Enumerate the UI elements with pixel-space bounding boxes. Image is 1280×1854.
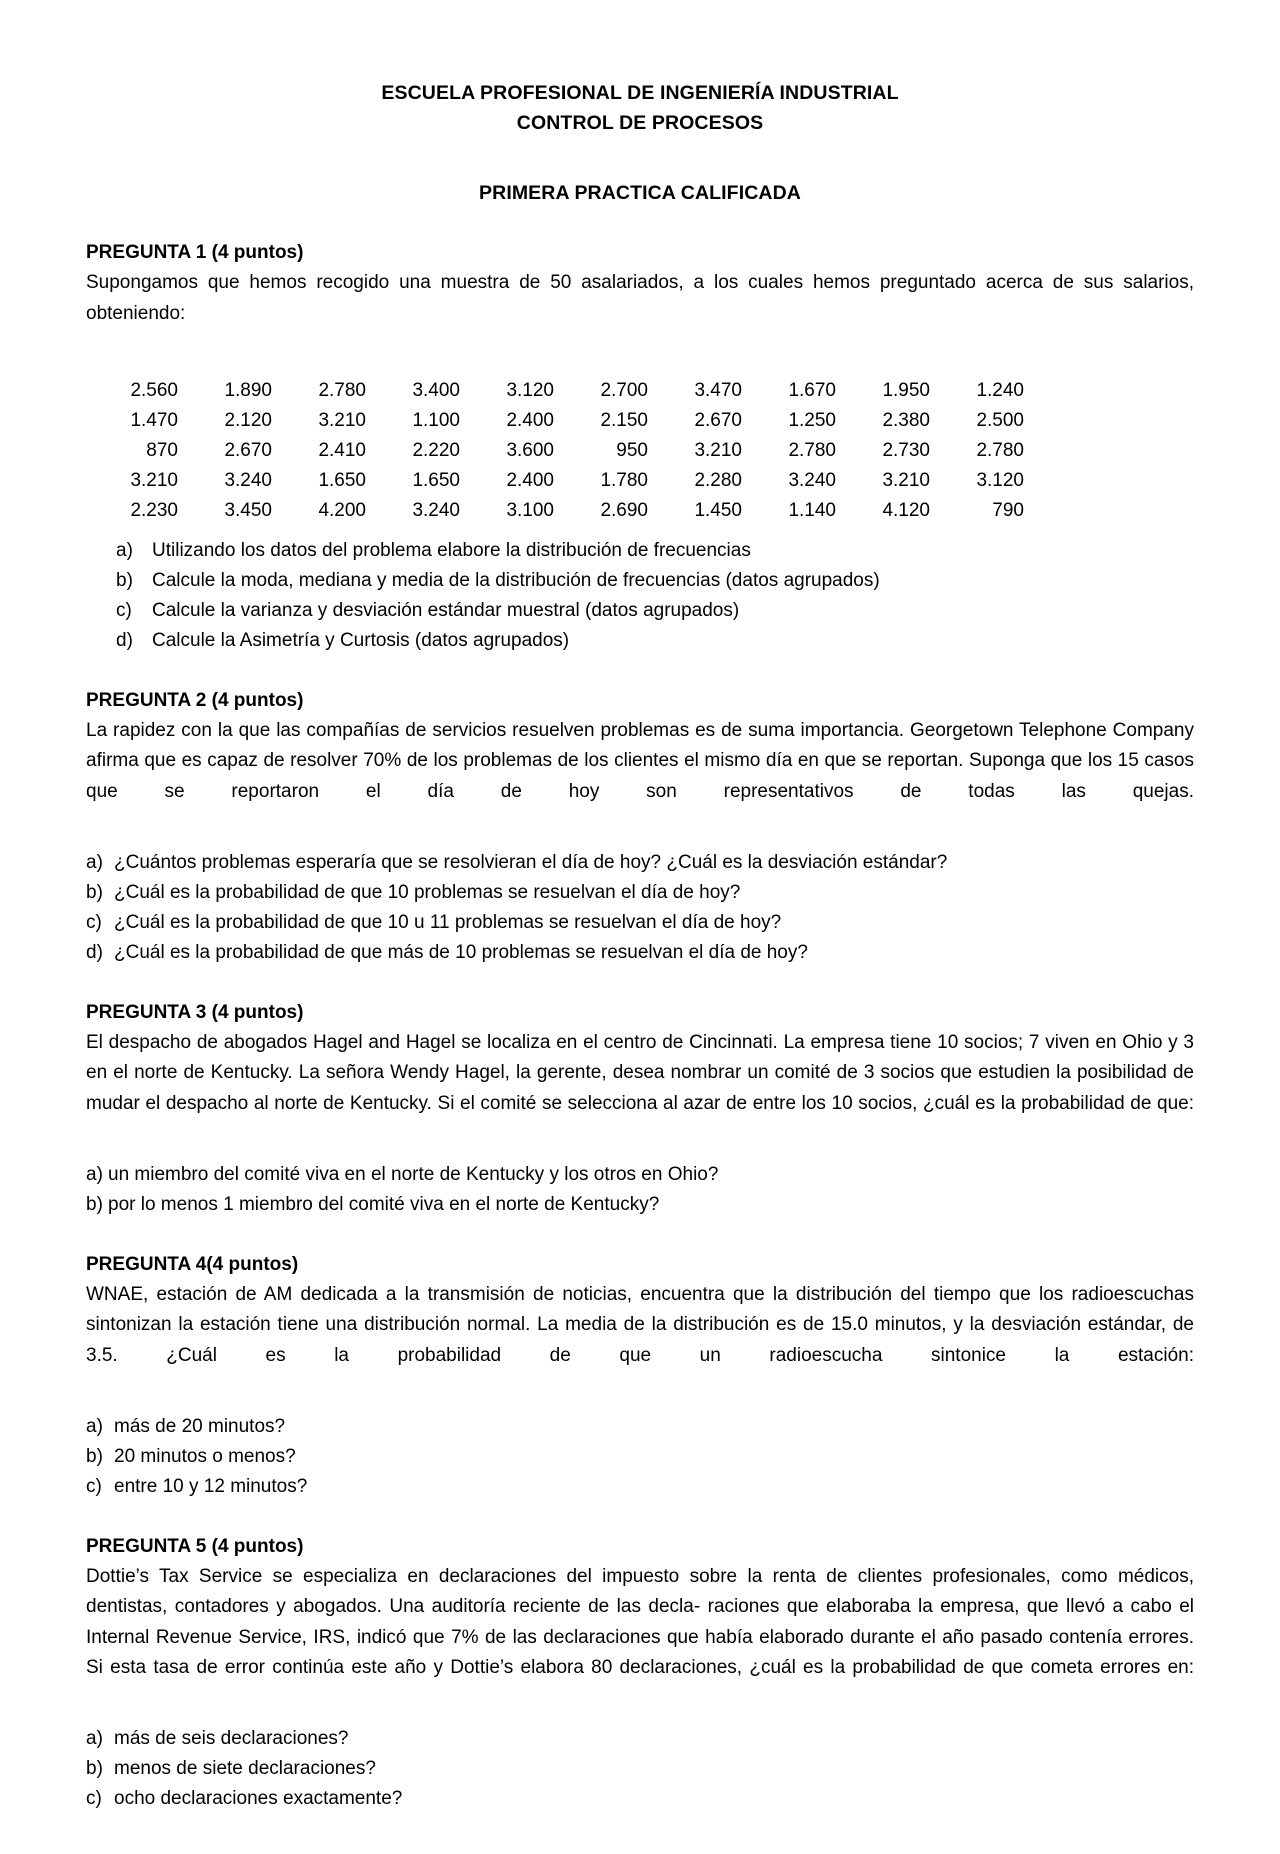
list-item bbox=[86, 1784, 1194, 1814]
question-4-intro: WNAE, estación de AM dedicada a la transmisión de noticias, encuentra que la distribución del tiempo que los radioescuchas sintonizan la estación tiene una distribución normal. La media de la distribución es de 15.0 minutos, y la desviación estándar, de 3.5. ¿Cuál es la probabilidad de que un radioescucha sintonice la estación: bbox=[86, 1283, 1194, 1366]
document-header bbox=[86, 78, 1194, 138]
data-cell: 3.470 bbox=[694, 379, 742, 401]
item-marker: a) bbox=[86, 1415, 103, 1437]
item-text: ¿Cuál es la probabilidad de que 10 problemas se resuelvan el día de hoy? bbox=[114, 881, 741, 903]
question-1-items bbox=[116, 536, 1194, 656]
data-cell: 1.250 bbox=[788, 409, 836, 431]
data-cell: 2.780 bbox=[318, 379, 366, 401]
item-marker: a) bbox=[86, 851, 103, 873]
data-cell: 1.470 bbox=[130, 409, 178, 431]
table-row bbox=[104, 436, 1044, 466]
list-item bbox=[86, 1472, 1194, 1502]
item-text: Calcule la varianza y desviación estándar muestral (datos agrupados) bbox=[152, 599, 740, 621]
data-cell: 2.500 bbox=[976, 409, 1024, 431]
item-marker: b) bbox=[86, 881, 103, 903]
data-cell: 2.410 bbox=[318, 439, 366, 461]
data-cell: 1.670 bbox=[788, 379, 836, 401]
data-cell: 2.230 bbox=[130, 499, 178, 521]
data-cell: 2.700 bbox=[600, 379, 648, 401]
table-row bbox=[104, 406, 1044, 436]
data-cell: 2.780 bbox=[976, 439, 1024, 461]
data-cell: 3.240 bbox=[224, 469, 272, 491]
salary-data-table bbox=[104, 376, 1044, 526]
item-marker: a) bbox=[86, 1728, 103, 1749]
data-cell: 2.730 bbox=[882, 439, 930, 461]
question-1-intro: Supongamos que hemos recogido una muestra de 50 asalariados, a los cuales hemos preguntado acerca de sus salarios, obteniendo: bbox=[86, 272, 1194, 324]
item-marker: a) bbox=[86, 1163, 103, 1185]
table-row bbox=[104, 466, 1044, 496]
list-item bbox=[86, 1754, 1194, 1784]
data-cell: 3.120 bbox=[976, 469, 1024, 491]
question-2-items bbox=[86, 848, 1194, 968]
list-item bbox=[86, 908, 1194, 938]
item-marker: a) bbox=[116, 539, 133, 561]
data-cell: 3.210 bbox=[130, 469, 178, 491]
data-cell: 3.210 bbox=[882, 469, 930, 491]
question-4-items bbox=[86, 1412, 1194, 1502]
list-item bbox=[116, 536, 1194, 566]
question-4-title: PREGUNTA 4(4 puntos) bbox=[86, 1253, 299, 1275]
list-item bbox=[86, 1724, 1194, 1754]
data-cell: 1.950 bbox=[882, 379, 930, 401]
item-text: ¿Cuál es la probabilidad de que más de 10 problemas se resuelvan el día de hoy? bbox=[114, 941, 808, 963]
item-marker: b) bbox=[86, 1193, 103, 1215]
data-cell: 3.210 bbox=[318, 409, 366, 431]
item-text: ocho declaraciones exactamente? bbox=[114, 1788, 403, 1809]
question-1 bbox=[86, 238, 1194, 656]
data-cell: 2.120 bbox=[224, 409, 272, 431]
data-cell: 1.450 bbox=[694, 499, 742, 521]
item-text: Utilizando los datos del problema elabore la distribución de frecuencias bbox=[152, 539, 751, 561]
data-cell: 2.690 bbox=[600, 499, 648, 521]
question-3-title: PREGUNTA 3 (4 puntos) bbox=[86, 1001, 304, 1023]
data-cell: 870 bbox=[146, 439, 178, 461]
data-cell: 2.670 bbox=[224, 439, 272, 461]
data-cell: 1.650 bbox=[412, 469, 460, 491]
item-marker: c) bbox=[86, 1475, 102, 1497]
question-2-title: PREGUNTA 2 (4 puntos) bbox=[86, 689, 304, 711]
data-cell: 3.210 bbox=[694, 439, 742, 461]
data-cell: 2.150 bbox=[600, 409, 648, 431]
table-row bbox=[104, 496, 1044, 526]
data-cell: 950 bbox=[616, 439, 648, 461]
item-marker: c) bbox=[86, 1788, 102, 1809]
list-item bbox=[86, 1160, 1194, 1190]
course-name: CONTROL DE PROCESOS bbox=[516, 112, 764, 134]
exam-title: PRIMERA PRACTICA CALIFICADA bbox=[479, 182, 801, 204]
question-3 bbox=[86, 998, 1194, 1220]
list-item bbox=[86, 878, 1194, 908]
data-cell: 4.120 bbox=[882, 499, 930, 521]
item-text: más de seis declaraciones? bbox=[114, 1728, 349, 1749]
item-marker: b) bbox=[86, 1445, 103, 1467]
item-text: ¿Cuántos problemas esperaría que se resolvieran el día de hoy? ¿Cuál es la desviación estándar? bbox=[114, 851, 948, 873]
item-text: menos de siete declaraciones? bbox=[114, 1758, 376, 1779]
item-text: entre 10 y 12 minutos? bbox=[114, 1475, 308, 1497]
item-text: un miembro del comité viva en el norte de Kentucky y los otros en Ohio? bbox=[108, 1163, 719, 1185]
item-text: 20 minutos o menos? bbox=[114, 1445, 296, 1467]
data-cell: 4.200 bbox=[318, 499, 366, 521]
item-text: por lo menos 1 miembro del comité viva en el norte de Kentucky? bbox=[108, 1193, 660, 1215]
data-cell: 3.400 bbox=[412, 379, 460, 401]
item-marker: d) bbox=[86, 941, 103, 963]
data-cell: 2.280 bbox=[694, 469, 742, 491]
data-cell: 2.400 bbox=[506, 409, 554, 431]
item-marker: c) bbox=[116, 599, 132, 621]
question-4 bbox=[86, 1250, 1194, 1502]
item-text: más de 20 minutos? bbox=[114, 1415, 286, 1437]
data-cell: 3.240 bbox=[412, 499, 460, 521]
list-item bbox=[86, 1442, 1194, 1472]
data-cell: 1.650 bbox=[318, 469, 366, 491]
data-cell: 3.600 bbox=[506, 439, 554, 461]
list-item bbox=[86, 938, 1194, 968]
data-cell: 1.240 bbox=[976, 379, 1024, 401]
data-cell: 2.670 bbox=[694, 409, 742, 431]
data-cell: 3.100 bbox=[506, 499, 554, 521]
list-item bbox=[116, 566, 1194, 596]
data-cell: 2.220 bbox=[412, 439, 460, 461]
data-cell: 1.100 bbox=[412, 409, 460, 431]
item-text: Calcule la Asimetría y Curtosis (datos agrupados) bbox=[152, 629, 570, 651]
data-cell: 2.400 bbox=[506, 469, 554, 491]
data-cell: 3.450 bbox=[224, 499, 272, 521]
list-item bbox=[86, 1190, 1194, 1220]
list-item bbox=[116, 626, 1194, 656]
item-text: Calcule la moda, mediana y media de la distribución de frecuencias (datos agrupados) bbox=[152, 569, 880, 591]
item-marker: c) bbox=[86, 911, 102, 933]
item-marker: b) bbox=[116, 569, 133, 591]
data-cell: 3.240 bbox=[788, 469, 836, 491]
question-1-title: PREGUNTA 1 (4 puntos) bbox=[86, 242, 304, 263]
question-5 bbox=[86, 1532, 1194, 1815]
item-text: ¿Cuál es la probabilidad de que 10 u 11 problemas se resuelvan el día de hoy? bbox=[114, 911, 782, 933]
data-cell: 3.120 bbox=[506, 379, 554, 401]
data-cell: 2.380 bbox=[882, 409, 930, 431]
data-cell: 790 bbox=[992, 499, 1024, 521]
item-marker: b) bbox=[86, 1758, 103, 1779]
data-cell: 1.890 bbox=[224, 379, 272, 401]
data-cell: 1.140 bbox=[788, 499, 836, 521]
question-5-title: PREGUNTA 5 (4 puntos) bbox=[86, 1535, 304, 1557]
list-item bbox=[116, 596, 1194, 626]
data-cell: 2.780 bbox=[788, 439, 836, 461]
school-name: ESCUELA PROFESIONAL DE INGENIERÍA INDUSTRIAL bbox=[381, 82, 899, 104]
data-cell: 1.780 bbox=[600, 469, 648, 491]
question-5-items bbox=[86, 1724, 1194, 1814]
list-item bbox=[86, 1412, 1194, 1442]
question-3-intro: El despacho de abogados Hagel and Hagel se localiza en el centro de Cincinnati. La empresa tiene 10 socios; 7 viven en Ohio y 3 en el norte de Kentucky. La señora Wendy Hagel, la gerente, desea nombrar un comité de 3 socios que estudien la posibilidad de mudar el despacho al norte de Kentucky. Si el comité se selecciona al azar de entre los 10 socios, ¿cuál es la probabilidad de que: bbox=[86, 1031, 1194, 1114]
list-item bbox=[86, 848, 1194, 878]
table-row bbox=[104, 376, 1044, 406]
data-cell: 2.560 bbox=[130, 379, 178, 401]
question-2 bbox=[86, 686, 1194, 968]
item-marker: d) bbox=[116, 629, 133, 651]
question-5-intro: Dottie’s Tax Service se especializa en declaraciones del impuesto sobre la renta de clientes profesionales, como médicos, dentistas, contadores y abogados. Una auditoría reciente de las decla- raciones que elaboraba la empresa, que llevó a cabo el Internal Revenue Service, IRS, indicó que 7% de las declaraciones que había elaborado durante el año pasado contenía errores. Si esta tasa de error continúa este año y Dottie’s elabora 80 declaraciones, ¿cuál es la probabilidad de que cometa errores en: bbox=[86, 1565, 1194, 1678]
question-3-items bbox=[86, 1160, 1194, 1220]
question-2-intro: La rapidez con la que las compañías de servicios resuelven problemas es de suma importancia. Georgetown Telephone Company afirma que es capaz de resolver 70% de los problemas de los clientes el mismo día en que se reportan. Suponga que los 15 casos que se reportaron el día de hoy son representativos de todas las quejas. bbox=[86, 719, 1194, 802]
